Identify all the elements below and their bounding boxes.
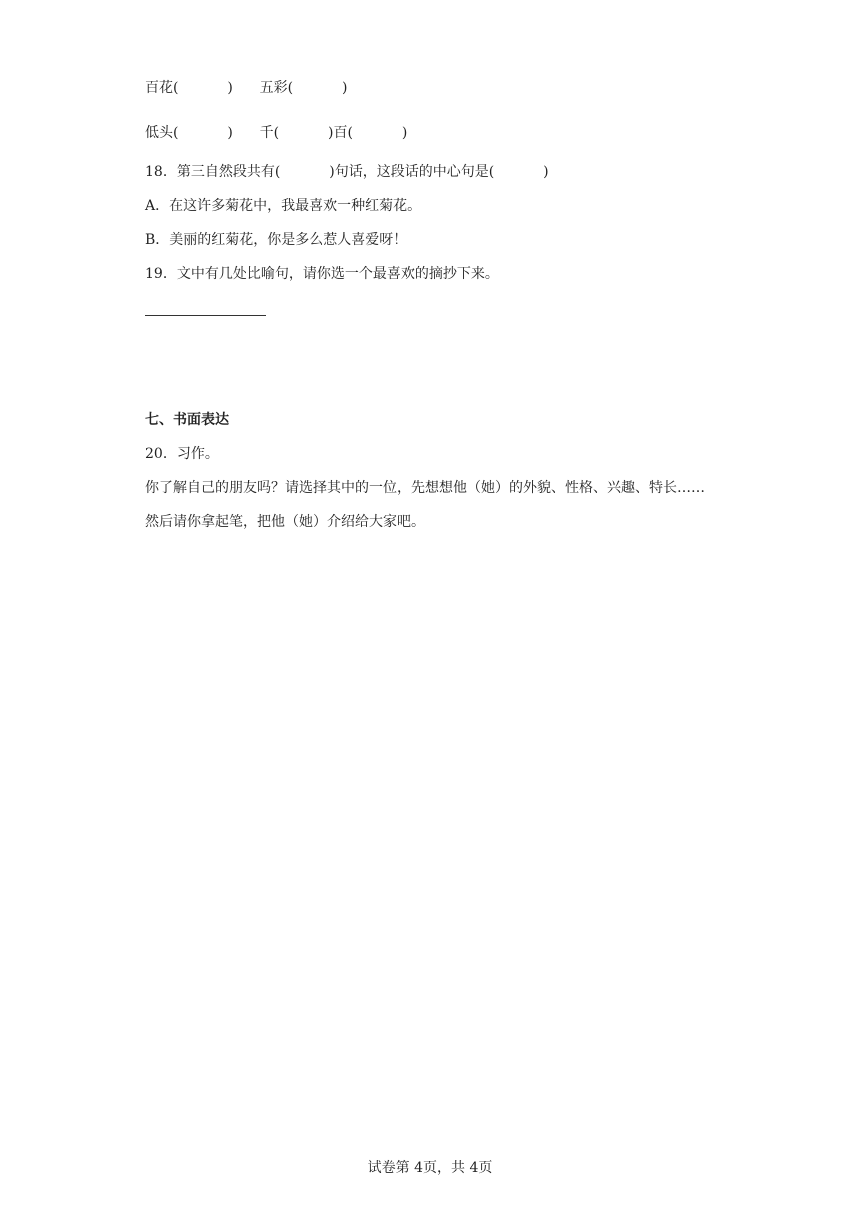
question-20-title: 20．习作。 bbox=[145, 446, 219, 462]
question-18: 18．第三自然段共有( )句话，这段话的中心句是( ) bbox=[145, 164, 549, 180]
question-18-option-a: A．在这许多菊花中，我最喜欢一种红菊花。 bbox=[145, 198, 422, 214]
question-20-prompt-line-1: 你了解自己的朋友吗？请选择其中的一位，先想想他（她）的外貌、性格、兴趣、特长…… bbox=[145, 480, 705, 496]
question-18-option-b: B．美丽的红菊花，你是多么惹人喜爱呀！ bbox=[145, 232, 408, 248]
answer-line[interactable] bbox=[145, 315, 266, 316]
question-19: 19．文中有几处比喻句，请你选一个最喜欢的摘抄下来。 bbox=[145, 266, 499, 282]
fill-blank-line-1: 百花( ) 五彩( ) bbox=[145, 80, 348, 96]
question-20-prompt-line-2: 然后请你拿起笔，把他（她）介绍给大家吧。 bbox=[145, 514, 425, 530]
page-footer: 试卷第 4页，共 4页 bbox=[367, 1160, 493, 1176]
section-heading: 七、书面表达 bbox=[145, 412, 229, 428]
fill-blank-line-2: 低头( ) 千( )百( ) bbox=[145, 125, 408, 141]
